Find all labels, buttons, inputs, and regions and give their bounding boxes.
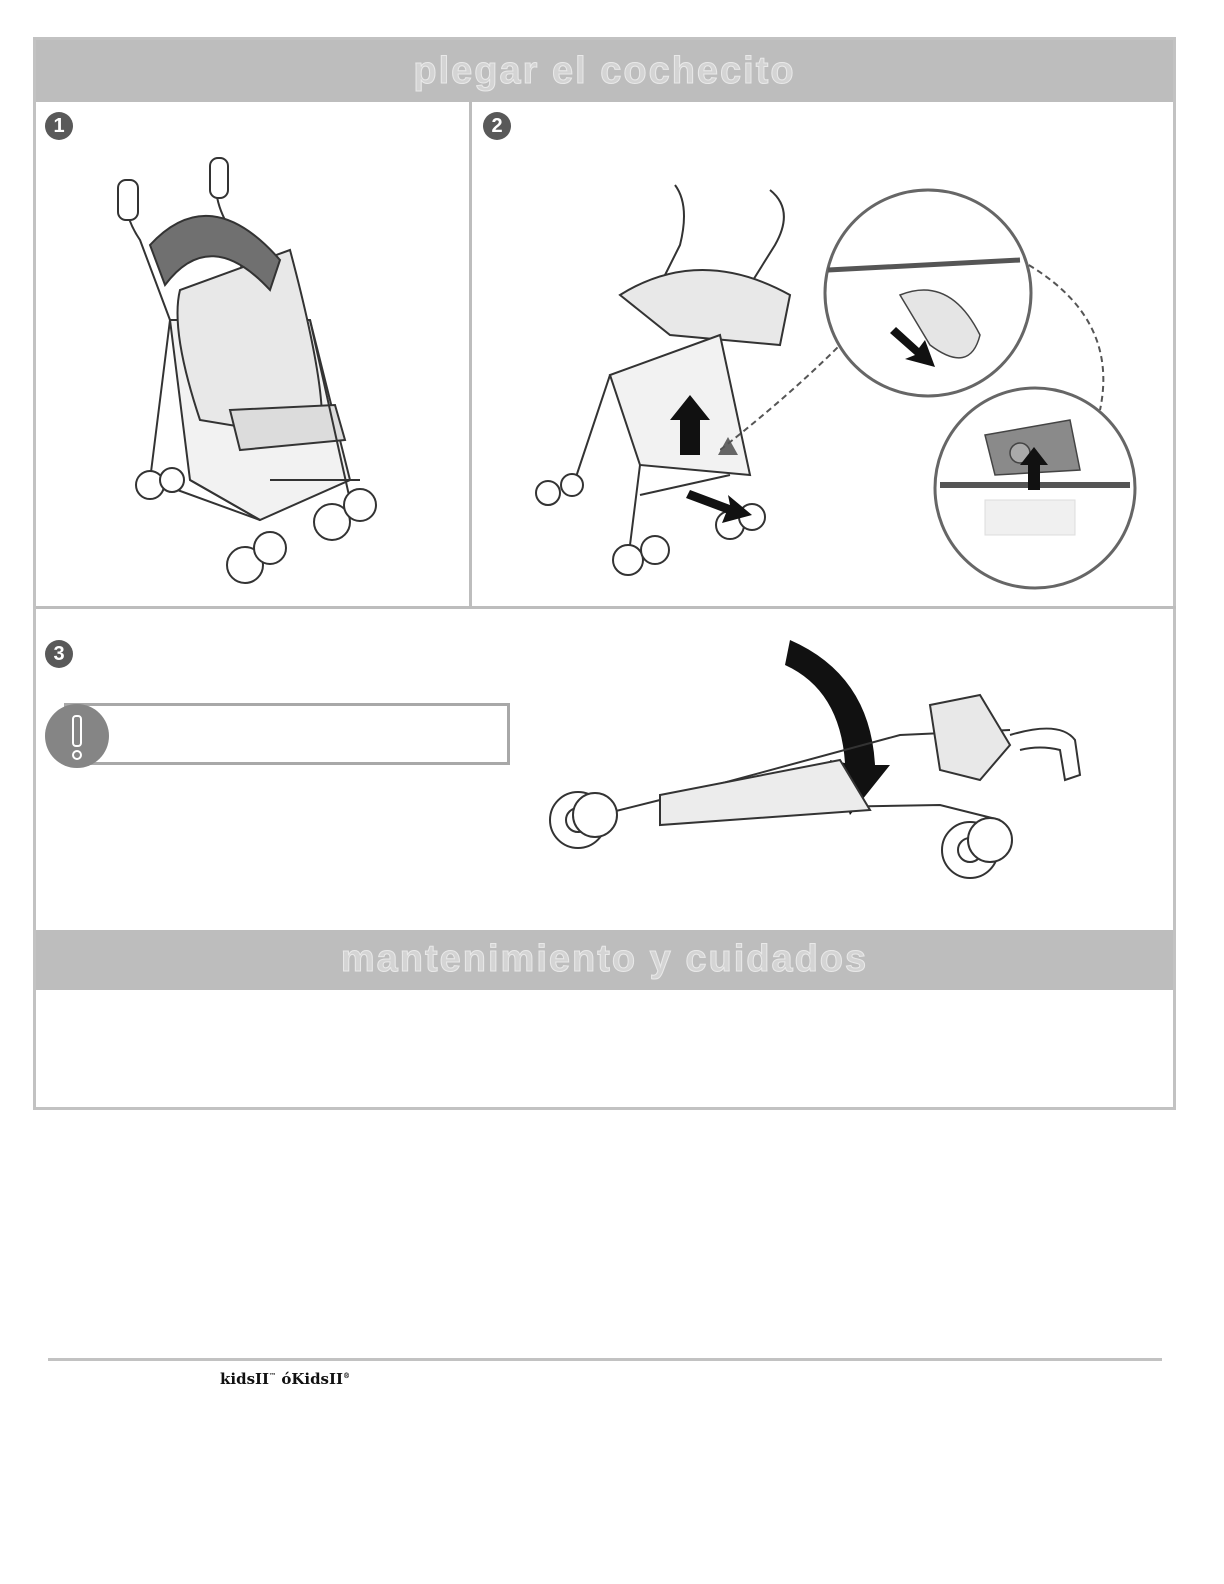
kids-ii-registered-logo: KidsII®	[291, 1370, 351, 1388]
fold-section-header	[36, 40, 1173, 102]
brand-logos	[220, 1370, 350, 1388]
care-section-title: mantenimiento y cuidados	[340, 938, 869, 980]
footer-divider	[48, 1358, 1162, 1361]
release-detail-callouts	[720, 185, 1150, 595]
step-1-badge: 1	[45, 112, 73, 140]
panel-divider-vertical	[469, 102, 472, 608]
kids-ii-logo: kidsII™	[220, 1370, 277, 1388]
stroller-folded-illustration	[540, 635, 1090, 890]
warning-box	[64, 703, 510, 765]
stroller-open-illustration	[110, 150, 400, 600]
exclamation-icon	[45, 704, 109, 768]
care-section-header	[36, 930, 1173, 990]
step-3-badge: 3	[45, 640, 73, 668]
panel-divider-horizontal	[36, 606, 1176, 609]
logo-connector: ó	[281, 1370, 292, 1388]
fold-section-title: plegar el cochecito	[413, 50, 796, 92]
step-2-badge: 2	[483, 112, 511, 140]
